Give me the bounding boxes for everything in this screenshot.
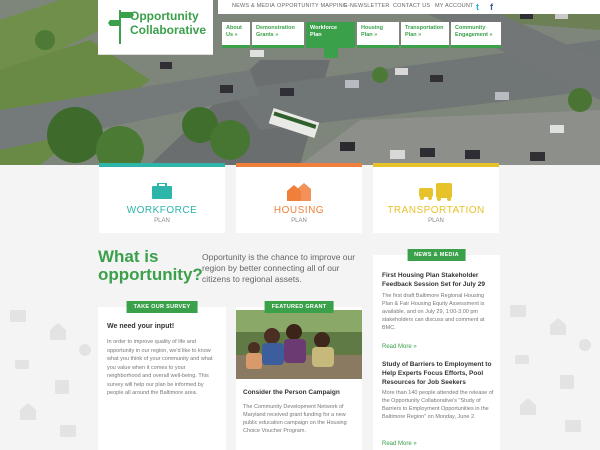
- news-media-panel: [373, 252, 500, 450]
- grant-heading[interactable]: Consider the Person Campaign: [243, 389, 340, 396]
- facebook-icon[interactable]: f: [490, 2, 493, 12]
- news-item2-read-more[interactable]: Read More »: [382, 441, 417, 447]
- nav-transportation-plan-line2: Plan »: [405, 32, 422, 38]
- workforce-plan-card[interactable]: [99, 163, 225, 233]
- transportation-plan-sub: PLAN: [428, 218, 444, 224]
- nav-workforce-plan[interactable]: [306, 22, 355, 48]
- featured-grant-panel: [236, 304, 362, 450]
- briefcase-tab-icon: [324, 48, 338, 58]
- nav-community-engagement[interactable]: [451, 22, 501, 48]
- housing-plan-sub: PLAN: [291, 218, 307, 224]
- nav-workforce-plan-line2: Plan: [310, 32, 322, 38]
- util-link-opportunity-mapping[interactable]: OPPORTUNITY MAPPING: [277, 3, 348, 9]
- nav-housing-plan-line1: Housing: [361, 25, 383, 31]
- survey-body: In order to improve quality of life and opportunity in our region, we'd like to know what you think of your community and what you value when it comes to your neighborhood and overall well-being. This survey will help our plan be informed by people all around the Baltimore area.: [107, 339, 213, 396]
- housing-plan-title: HOUSING: [273, 205, 325, 216]
- car-bus-icon: [419, 183, 453, 201]
- nav-housing-plan[interactable]: [357, 22, 399, 48]
- logo-text: [130, 9, 206, 37]
- util-link-contact-us[interactable]: CONTACT US: [393, 3, 431, 9]
- survey-panel: [98, 304, 226, 450]
- transportation-plan-card[interactable]: [373, 163, 499, 233]
- nav-transportation-plan-line1: Transportation: [405, 25, 444, 31]
- util-link-my-account[interactable]: MY ACCOUNT: [435, 3, 474, 9]
- nav-demonstration-grants-line2: Grants »: [256, 32, 279, 38]
- news-media-tag[interactable]: NEWS & MEDIA: [407, 249, 466, 261]
- what-title-line1: What is: [98, 247, 159, 266]
- featured-grant-tag[interactable]: FEATURED GRANT: [265, 301, 334, 313]
- nav-demonstration-grants-line1: Demonstration: [256, 25, 295, 31]
- nav-workforce-plan-line1: Workforce: [310, 25, 338, 31]
- news-item2-body: More than 140 people attended the release of the Opportunity Collaborative's "Study of Barriers to Employment Opportunities in the Baltimore Region" on Monday, June 2.: [382, 390, 494, 420]
- what-is-opportunity-text: Opportunity is the chance to improve our region by better connecting all of our citizens to regional assets.: [202, 252, 356, 284]
- survey-heading: We need your input!: [107, 323, 175, 330]
- grant-body: The Community Development Network of Maryland received grant funding for a new public education campaign on the Housing Choice Voucher Program.: [243, 404, 347, 434]
- nav-about-us-line2: Us »: [226, 32, 238, 38]
- briefcase-icon: [152, 183, 172, 199]
- what-title-line2: opportunity?: [98, 265, 203, 284]
- nav-community-engagement-line2: Engagement »: [455, 32, 493, 38]
- twitter-icon[interactable]: t: [476, 2, 479, 12]
- nav-about-us-line1: About: [226, 25, 242, 31]
- transportation-plan-title: TRANSPORTATION: [387, 205, 485, 216]
- houses-icon: [287, 183, 311, 201]
- what-is-opportunity-heading: [98, 247, 203, 284]
- news-item1-body: The first draft Baltimore Regional Housing Plan & Fair Housing Equity Assessment is available, and on July 29, 1:00-3:00 pm stakeholders can discuss and comment at BMC.: [382, 293, 485, 331]
- logo-line2: Collaborative: [130, 23, 207, 37]
- survey-tag[interactable]: TAKE OUR SURVEY: [127, 301, 198, 313]
- news-item1-read-more[interactable]: Read More »: [382, 344, 417, 350]
- news-item2-title[interactable]: Study of Barriers to Employment to Help Experts Focus Efforts, Pool Resources for Job Seekers: [382, 361, 492, 386]
- nav-demonstration-grants[interactable]: [252, 22, 304, 48]
- nav-housing-plan-line2: Plan »: [361, 32, 378, 38]
- news-item1-title[interactable]: First Housing Plan Stakeholder Feedback Session Set for July 29: [382, 272, 485, 288]
- logo-line1: Opportunity: [130, 9, 199, 23]
- nav-transportation-plan[interactable]: [401, 22, 449, 48]
- site-logo[interactable]: [98, 0, 213, 55]
- main-nav: [222, 22, 501, 48]
- housing-plan-card[interactable]: [236, 163, 362, 233]
- workforce-plan-sub: PLAN: [154, 218, 170, 224]
- grant-photo[interactable]: [236, 310, 362, 379]
- util-link-news-media[interactable]: NEWS & MEDIA: [232, 3, 276, 9]
- nav-about-us[interactable]: [222, 22, 250, 48]
- nav-community-engagement-line1: Community: [455, 25, 486, 31]
- workforce-plan-title: WORKFORCE: [126, 205, 198, 216]
- util-link-e-newsletter[interactable]: E-NEWSLETTER: [344, 3, 390, 9]
- utility-nav: [218, 0, 600, 14]
